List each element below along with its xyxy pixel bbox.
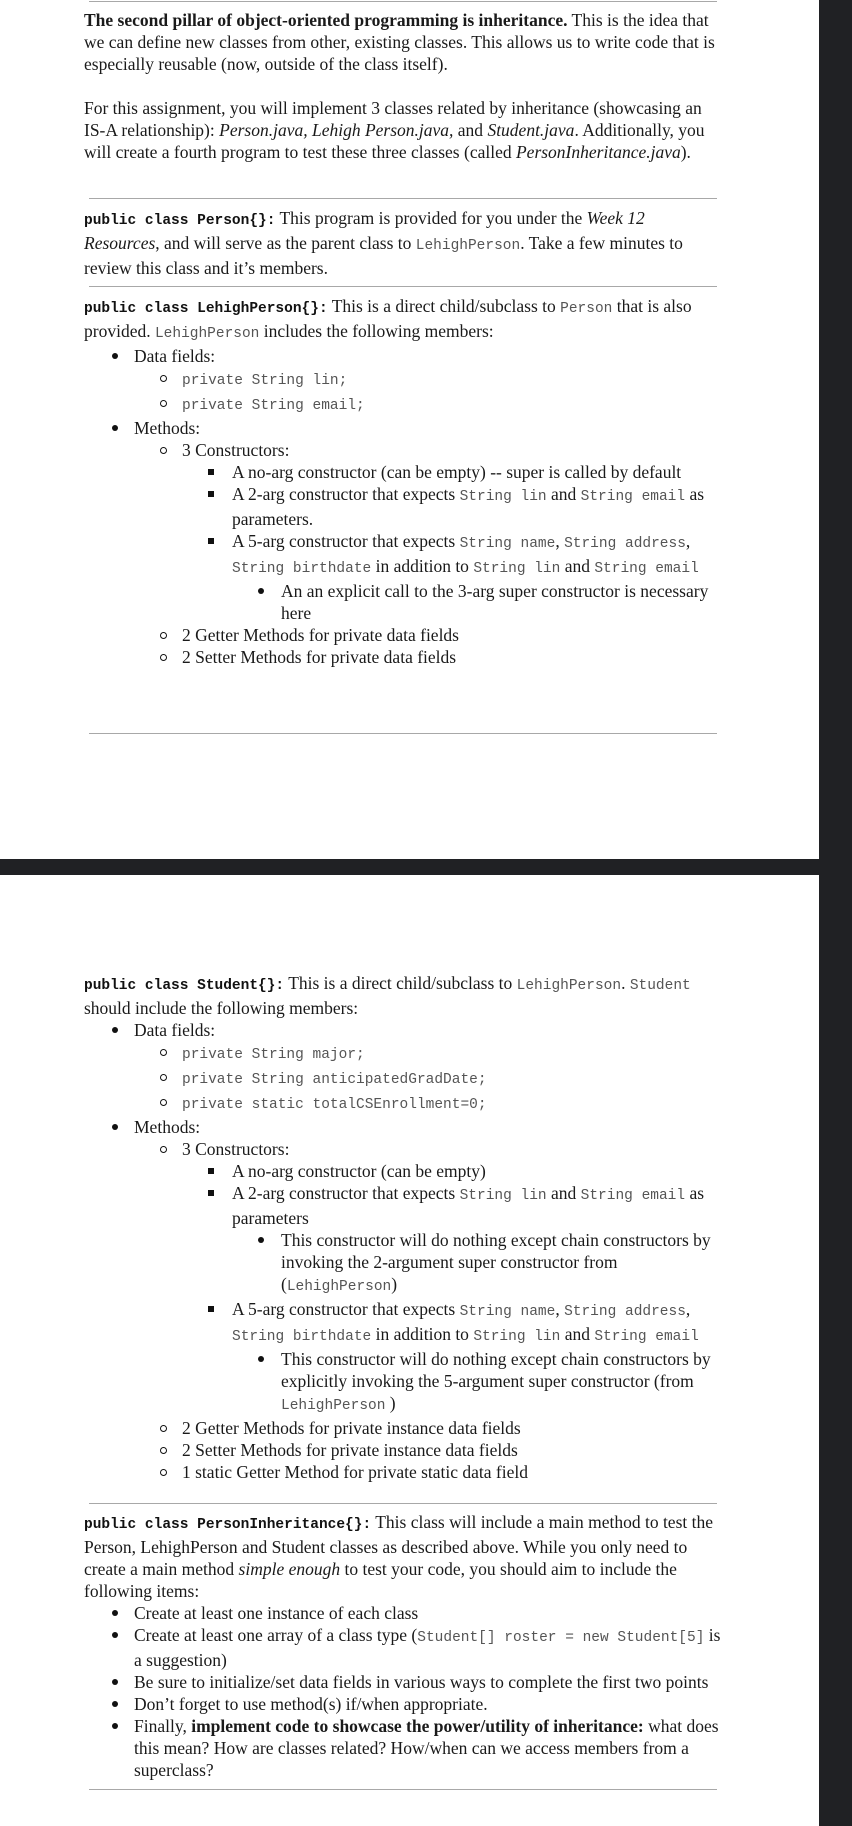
bullet-circle-icon — [160, 447, 167, 454]
bullet-disc-icon — [112, 1027, 118, 1033]
list-item — [84, 624, 724, 646]
list-marker — [160, 624, 167, 647]
list-item-text — [232, 1182, 724, 1229]
text-run: and — [453, 120, 488, 140]
list-item — [84, 1229, 724, 1298]
list-item-text — [182, 1091, 724, 1116]
code-text: public class PersonInheritance{}: — [84, 1517, 372, 1533]
list-item — [84, 1066, 724, 1091]
bullet-square-icon — [208, 1168, 214, 1174]
lehighperson-class-section — [84, 295, 724, 668]
list-item — [84, 1417, 724, 1439]
list-item-text — [182, 1417, 724, 1439]
text-run: Person.java, Lehigh Person.java, — [219, 120, 454, 140]
text-run: This class will include a main method to test the Person, LehighPerson and Student classes as described above. While you only need to create a main method — [84, 1512, 713, 1579]
list-marker — [160, 439, 167, 462]
text-run: ). — [680, 142, 691, 162]
list-marker — [208, 461, 214, 483]
text-run: implement code to showcase the power/utility of inheritance: — [191, 1716, 644, 1736]
bullet-disc-icon — [112, 425, 118, 431]
divider — [89, 198, 717, 199]
code-text: public class Student{}: — [84, 978, 285, 994]
personinheritance-description — [84, 1511, 724, 1602]
text-run: 2 Getter Methods for private data fields — [182, 625, 459, 645]
text-run: Student.java — [487, 120, 575, 140]
list-item-text — [182, 1439, 724, 1461]
bullet-circle-icon — [160, 1146, 167, 1153]
list-marker — [112, 1671, 118, 1693]
list-marker — [112, 1116, 118, 1138]
code-text: String lin — [473, 1329, 561, 1345]
code-text: LehighPerson — [286, 1279, 392, 1295]
list-item — [84, 1138, 724, 1160]
code-text: LehighPerson — [281, 1398, 386, 1414]
bullet-disc-icon — [112, 1679, 118, 1685]
list-marker — [160, 392, 167, 415]
student-members-list — [84, 1019, 724, 1483]
text-run: A 2-arg constructor that expects — [232, 1183, 460, 1203]
divider — [89, 1503, 717, 1504]
personinheritance-class-section — [84, 1511, 724, 1781]
list-marker — [160, 646, 167, 669]
list-marker — [112, 1624, 118, 1646]
page-break-separator — [0, 859, 852, 875]
code-text: String address — [564, 1304, 686, 1320]
divider — [89, 1789, 717, 1790]
text-run: For this assignment, you will implement 3 classes related by inheritance (showcasing an IS-A relationship): — [84, 98, 702, 140]
list-item-text — [134, 1693, 724, 1715]
text-run: ) — [385, 1393, 396, 1413]
divider — [89, 286, 717, 287]
text-run: , — [685, 531, 691, 551]
text-run: 2 Setter Methods for private instance data fields — [182, 1440, 518, 1460]
bullet-disc-icon — [258, 1356, 264, 1362]
text-run: Create at least one array of a class type ( — [134, 1625, 418, 1645]
text-run: . — [621, 973, 630, 993]
text-run: 3 Constructors: — [182, 440, 290, 460]
text-run: 1 static Getter Method for private static data field — [182, 1462, 528, 1482]
list-item — [84, 367, 724, 392]
text-run: Finally, — [134, 1716, 192, 1736]
text-run: in addition to — [371, 1324, 474, 1344]
text-run: should include the following members: — [84, 998, 359, 1018]
code-text: String lin — [473, 561, 561, 577]
text-run: what does this mean? How are classes related? How/when can we access members from a superclass? — [134, 1716, 719, 1780]
bullet-disc-icon — [112, 1124, 118, 1130]
list-marker — [160, 1417, 167, 1440]
list-item — [84, 1091, 724, 1116]
list-item-text — [182, 624, 724, 646]
text-run: This is a direct child/subclass to — [327, 296, 561, 316]
list-item — [84, 1439, 724, 1461]
list-item-text — [232, 461, 724, 483]
text-run: This constructor will do nothing except chain constructors by invoking the 2-argument super constructor from ( — [281, 1230, 711, 1294]
list-item — [84, 1019, 724, 1041]
list-item-text — [182, 1461, 724, 1483]
text-run: A no-arg constructor (can be empty) — [232, 1161, 486, 1181]
list-item-text — [182, 392, 724, 417]
text-run: and — [546, 1183, 581, 1203]
list-marker — [208, 1160, 214, 1182]
text-run: is a suggestion) — [134, 1625, 721, 1670]
intro-paragraph-2 — [84, 97, 724, 163]
list-marker — [160, 1041, 167, 1064]
list-marker — [208, 530, 214, 552]
bullet-disc-icon — [112, 1723, 118, 1729]
list-item-text — [281, 1229, 724, 1298]
list-marker — [160, 1138, 167, 1161]
bullet-circle-icon — [160, 1049, 167, 1056]
list-item-text — [182, 367, 724, 392]
bullet-circle-icon — [160, 1425, 167, 1432]
list-item — [84, 1671, 724, 1693]
text-run: This program is provided for you under the — [275, 208, 587, 228]
lehighperson-description — [84, 295, 724, 345]
bullet-square-icon — [208, 1190, 214, 1196]
code-text: String email — [594, 1329, 699, 1345]
text-run: ) — [391, 1274, 398, 1294]
text-run: to test your code, you should aim to include the following items: — [84, 1559, 677, 1601]
list-item — [84, 1624, 724, 1671]
list-marker — [112, 1602, 118, 1624]
text-run: Be sure to initialize/set data fields in various ways to complete the first two points — [134, 1672, 709, 1692]
code-text: String lin — [459, 1188, 547, 1204]
bullet-disc-icon — [112, 1632, 118, 1638]
bullet-circle-icon — [160, 1099, 167, 1106]
text-run: Methods: — [134, 418, 201, 438]
list-item — [84, 439, 724, 461]
text-run: simple enough — [238, 1559, 341, 1579]
list-item — [84, 417, 724, 439]
list-item-text — [281, 580, 724, 624]
code-text: LehighPerson — [415, 238, 521, 254]
text-run: Methods: — [134, 1117, 201, 1137]
text-run: A no-arg constructor (can be empty) -- super is called by default — [232, 462, 682, 482]
list-marker — [112, 345, 118, 367]
divider — [89, 733, 717, 734]
list-marker — [160, 1461, 167, 1484]
bullet-circle-icon — [160, 400, 167, 407]
list-item — [84, 580, 724, 624]
list-marker — [258, 580, 264, 602]
list-marker — [208, 483, 214, 505]
code-text: public class LehighPerson{}: — [84, 301, 328, 317]
list-item — [84, 483, 724, 530]
bullet-disc-icon — [112, 353, 118, 359]
list-marker — [208, 1182, 214, 1204]
code-text: String name — [459, 536, 556, 552]
text-run: Data fields: — [134, 1020, 216, 1040]
text-run: as parameters — [232, 1183, 705, 1228]
bullet-circle-icon — [160, 1074, 167, 1081]
text-run: , and will serve as the parent class to — [155, 233, 416, 253]
bullet-circle-icon — [160, 1469, 167, 1476]
list-item — [84, 1348, 724, 1417]
bullet-disc-icon — [258, 1237, 264, 1243]
code-text: private String lin; — [182, 373, 348, 389]
list-marker — [112, 1693, 118, 1715]
text-run: 2 Getter Methods for private instance data fields — [182, 1418, 521, 1438]
code-text: Student — [629, 978, 691, 994]
bullet-square-icon — [208, 1306, 214, 1312]
text-run: An an explicit call to the 3-arg super constructor is necessary here — [281, 581, 709, 623]
list-marker — [112, 1715, 118, 1737]
code-text: private static totalCSEnrollment=0; — [182, 1097, 487, 1113]
bullet-disc-icon — [112, 1610, 118, 1616]
text-run: , — [685, 1299, 691, 1319]
text-run: and — [546, 484, 581, 504]
text-run: and — [560, 1324, 595, 1344]
list-item — [84, 345, 724, 367]
text-run: , — [555, 531, 565, 551]
list-marker — [208, 1298, 214, 1320]
code-text: String address — [564, 536, 686, 552]
code-text: LehighPerson — [154, 326, 260, 342]
list-item-text — [182, 1041, 724, 1066]
list-item-text — [134, 1602, 724, 1624]
list-marker — [160, 1066, 167, 1089]
list-marker — [160, 1091, 167, 1114]
bullet-disc-icon — [112, 1701, 118, 1707]
list-marker — [160, 1439, 167, 1462]
text-run: This is a direct child/subclass to — [284, 973, 517, 993]
bullet-circle-icon — [160, 375, 167, 382]
person-class-section — [84, 207, 724, 279]
list-item — [84, 1116, 724, 1138]
text-run: , — [555, 1299, 565, 1319]
list-marker — [258, 1229, 264, 1251]
code-text: String name — [459, 1304, 556, 1320]
list-item — [84, 1298, 724, 1348]
bullet-circle-icon — [160, 1447, 167, 1454]
list-item-text — [182, 1138, 724, 1160]
text-run: A 5-arg constructor that expects — [232, 1299, 460, 1319]
list-item-text — [134, 1116, 724, 1138]
text-run: in addition to — [371, 556, 474, 576]
list-item-text — [134, 1019, 724, 1041]
list-item-text — [281, 1348, 724, 1417]
student-description — [84, 972, 724, 1019]
list-item — [84, 1160, 724, 1182]
list-item — [84, 1693, 724, 1715]
list-item — [84, 1182, 724, 1229]
bullet-circle-icon — [160, 654, 167, 661]
list-item — [84, 646, 724, 668]
list-item — [84, 1461, 724, 1483]
text-run: Week 12 Resources — [84, 208, 645, 253]
list-marker — [112, 1019, 118, 1041]
list-item-text — [182, 439, 724, 461]
text-run: Data fields: — [134, 346, 216, 366]
bullet-circle-icon — [160, 632, 167, 639]
code-text: String email — [594, 561, 699, 577]
text-run: A 2-arg constructor that expects — [232, 484, 460, 504]
code-text: Person — [560, 301, 613, 317]
text-run: 2 Setter Methods for private data fields — [182, 647, 457, 667]
code-text: private String email; — [182, 398, 365, 414]
text-run: A 5-arg constructor that expects — [232, 531, 460, 551]
list-marker — [112, 417, 118, 439]
list-item — [84, 530, 724, 580]
text-run: includes the following members: — [259, 321, 494, 341]
code-text: String lin — [459, 489, 547, 505]
code-text: String birthdate — [232, 561, 372, 577]
bullet-square-icon — [208, 538, 214, 544]
list-item — [84, 461, 724, 483]
code-text: String email — [580, 1188, 686, 1204]
list-item-text — [134, 1624, 724, 1671]
list-marker — [160, 367, 167, 390]
student-class-section — [84, 972, 724, 1483]
list-item-text — [182, 1066, 724, 1091]
text-run: . Take a few minutes to review this class and it’s members. — [84, 233, 683, 278]
list-item — [84, 1041, 724, 1066]
list-item — [84, 1715, 724, 1781]
text-run: This constructor will do nothing except chain constructors by explicitly invoking the 5-argument super constructor (from — [281, 1349, 711, 1391]
list-item-text — [182, 646, 724, 668]
code-text: private String anticipatedGradDate; — [182, 1072, 487, 1088]
divider — [89, 1, 717, 2]
list-item-text — [134, 417, 724, 439]
intro-paragraph-1 — [84, 9, 724, 75]
code-text: private String major; — [182, 1047, 365, 1063]
bullet-square-icon — [208, 491, 214, 497]
text-run: PersonInheritance.java — [515, 142, 681, 162]
list-item-text — [134, 1715, 724, 1781]
personinheritance-requirements-list — [84, 1602, 724, 1781]
text-run: Don’t forget to use method(s) if/when appropriate. — [134, 1694, 488, 1714]
text-run: as parameters. — [232, 484, 705, 529]
list-item-text — [134, 1671, 724, 1693]
bullet-disc-icon — [258, 588, 264, 594]
text-run: This is the idea that we can define new classes from other, existing classes. This allows us to write code that is especially reusable (now, outside of the class itself). — [84, 10, 715, 74]
list-item — [84, 392, 724, 417]
code-text: Student[] roster = new Student[5] — [417, 1630, 705, 1646]
code-text: String birthdate — [232, 1329, 372, 1345]
lehighperson-members-list — [84, 345, 724, 668]
list-item-text — [232, 1160, 724, 1182]
code-text: LehighPerson — [516, 978, 622, 994]
list-item — [84, 1602, 724, 1624]
text-run: 3 Constructors: — [182, 1139, 290, 1159]
text-run: The second pillar of object-oriented programming is inheritance. — [84, 10, 568, 30]
list-item-text — [232, 1298, 724, 1348]
list-item-text — [232, 530, 724, 580]
text-run: . Additionally, you will create a fourth program to test these three classes (called — [84, 120, 705, 162]
list-item-text — [134, 345, 724, 367]
window-scrollbar-edge — [819, 0, 852, 1826]
bullet-square-icon — [208, 469, 214, 475]
code-text: public class Person{}: — [84, 213, 276, 229]
list-marker — [258, 1348, 264, 1370]
text-run: and — [560, 556, 595, 576]
text-run: that is also provided. — [84, 296, 692, 341]
text-run: Create at least one instance of each class — [134, 1603, 419, 1623]
code-text: String email — [580, 489, 686, 505]
list-item-text — [232, 483, 724, 530]
